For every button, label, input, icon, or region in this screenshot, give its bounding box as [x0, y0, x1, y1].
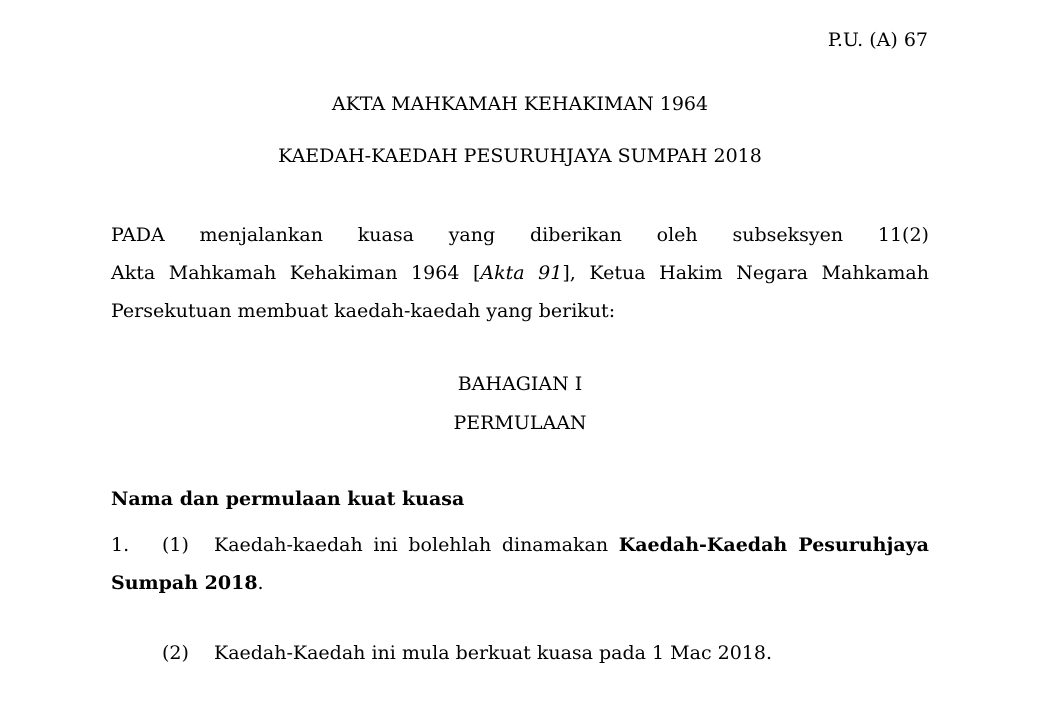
preamble-word: yang [448, 224, 496, 246]
preamble-word: 11(2) [877, 224, 929, 246]
rule-1-line-1 [111, 526, 929, 564]
rules-title: KAEDAH-KAEDAH PESURUHJAYA SUMPAH 2018 [278, 145, 762, 167]
preamble-line-2-end: ], Ketua Hakim Negara Mahkamah [562, 262, 930, 284]
rule-number: 1. [111, 534, 130, 556]
rules-name-bold: Kaedah-Kaedah Pesuruhjaya [618, 534, 929, 556]
part-title: PERMULAAN [453, 412, 587, 434]
preamble-line-2 [111, 254, 929, 292]
preamble-word: diberikan [529, 224, 622, 246]
preamble-word-pada: PADA [111, 224, 165, 246]
preamble-line-2-start: Akta Mahkamah Kehakiman 1964 [ [111, 262, 481, 284]
part-label: BAHAGIAN I [457, 373, 583, 395]
preamble-word: subseksyen [732, 224, 844, 246]
gazette-reference: P.U. (A) 67 [827, 29, 928, 51]
subrule-1-end: . [257, 572, 264, 594]
preamble-word: kuasa [357, 224, 414, 246]
act-title: AKTA MAHKAMAH KEHAKIMAN 1964 [331, 93, 709, 115]
rules-name-bold-continued: Sumpah 2018 [111, 572, 258, 594]
subrule-2-text: Kaedah-Kaedah ini mula berkuat kuasa pada 1 Mac 2018. [214, 642, 773, 664]
preamble-line-3: Persekutuan membuat kaedah-kaedah yang berikut: [111, 300, 616, 322]
subrule-number: (1) [162, 534, 189, 556]
subrule-1-text: Kaedah-kaedah ini bolehlah dinamakan [214, 534, 619, 556]
preamble-paragraph [111, 216, 929, 330]
subrule-number: (2) [162, 642, 189, 664]
preamble-line-1 [111, 216, 929, 254]
preamble-word: menjalankan [199, 224, 323, 246]
preamble-word: oleh [656, 224, 698, 246]
rule-1 [111, 526, 929, 602]
subrule-2 [162, 642, 772, 664]
act-citation: Akta 91 [480, 262, 563, 284]
section-heading: Nama dan permulaan kuat kuasa [111, 488, 465, 510]
rule-1-line-2 [111, 564, 929, 602]
